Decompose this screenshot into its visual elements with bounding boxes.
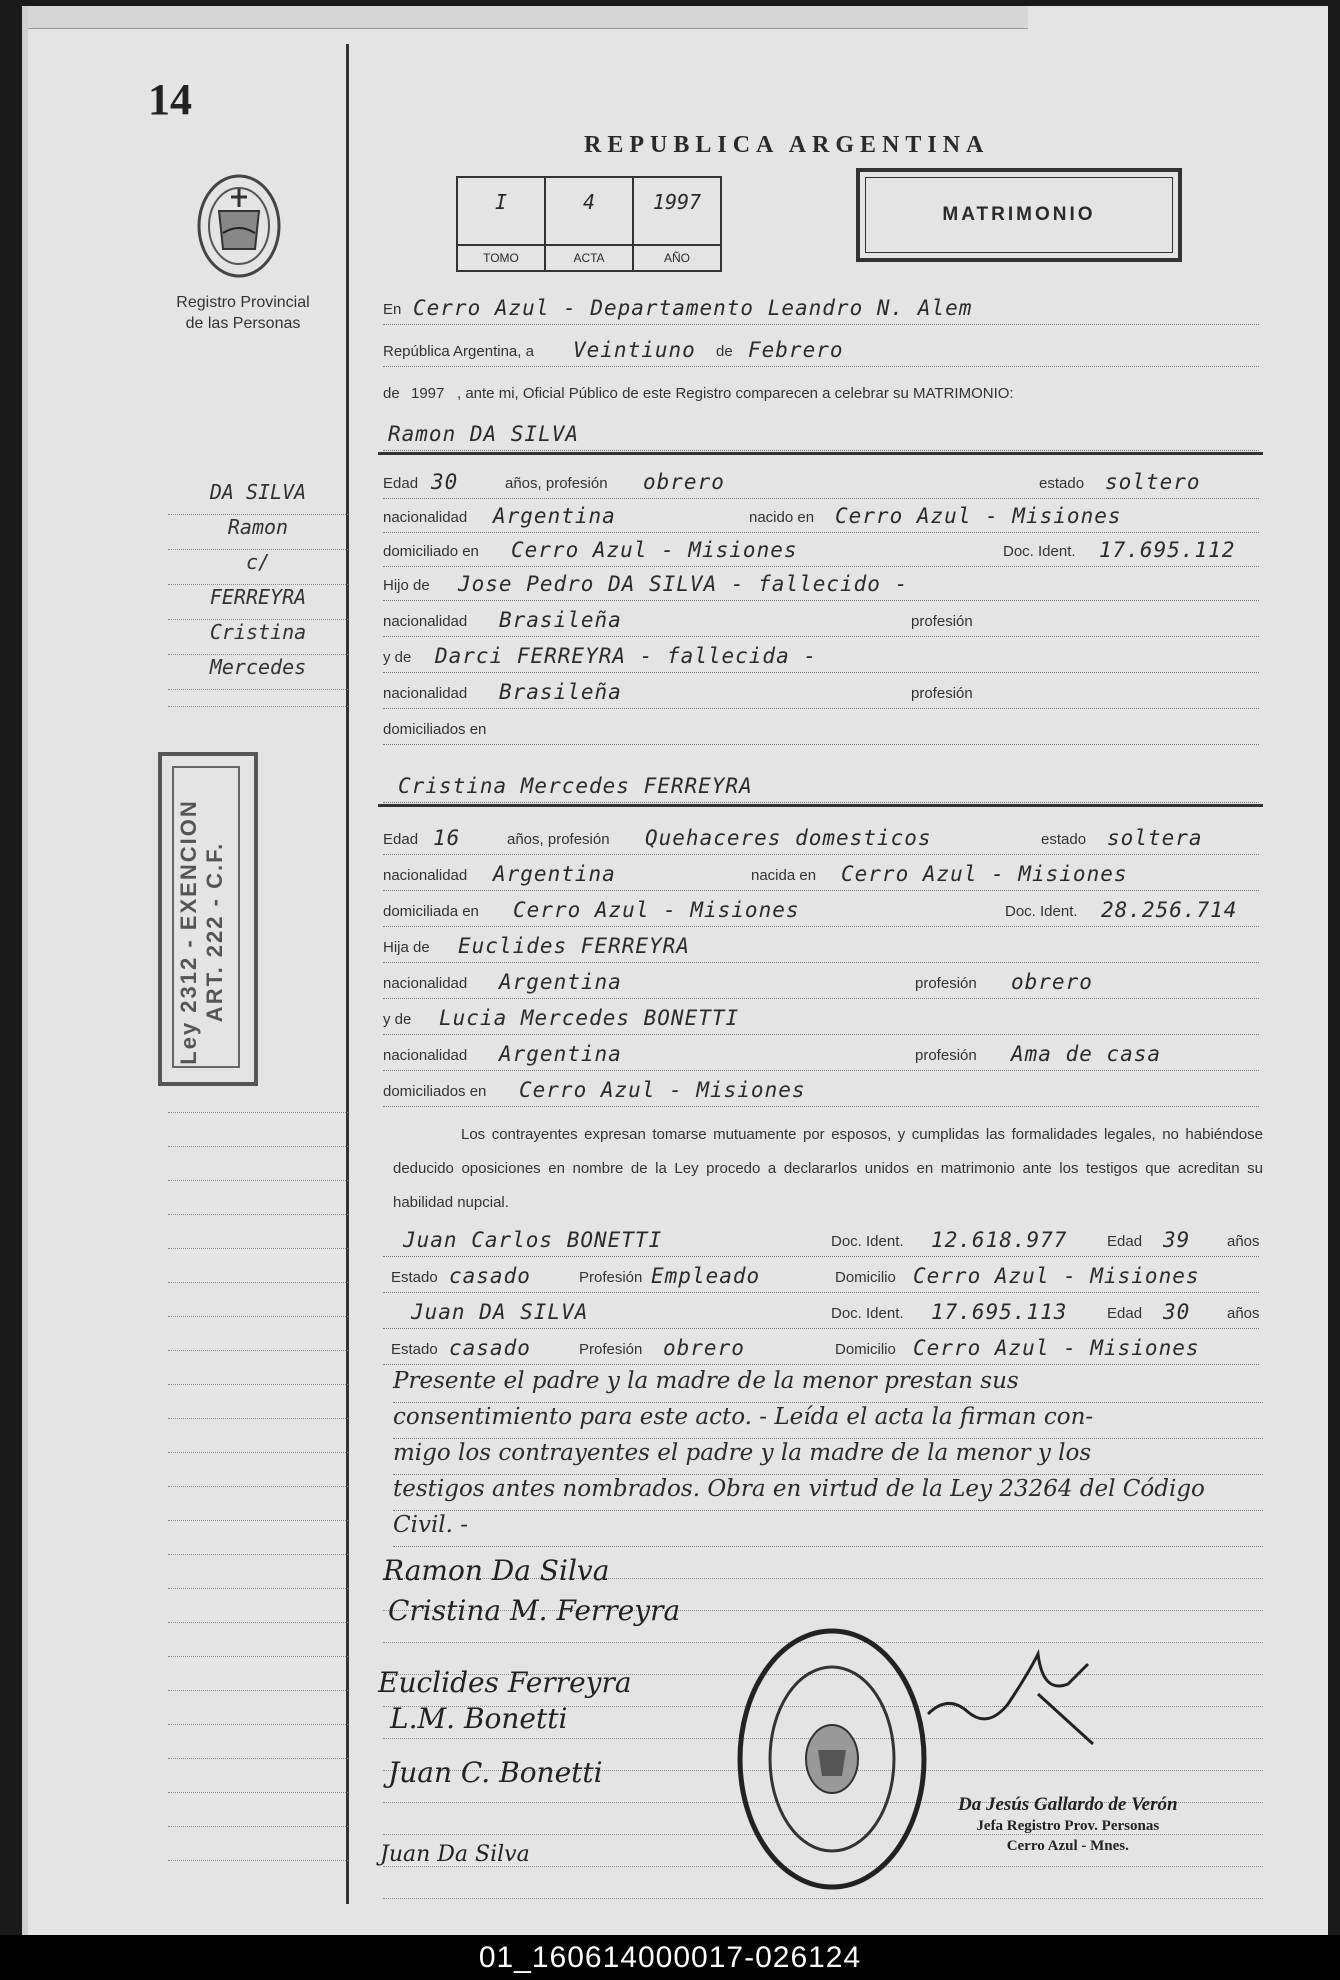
margin-rule-line	[168, 1656, 348, 1657]
groom-name-line	[383, 416, 1259, 451]
groom-mother-nat-line: nacionalidad Brasileña profesión	[383, 674, 1259, 709]
signature-bride-father: Euclides Ferreyra	[378, 1666, 632, 1699]
ano-label: AÑO	[634, 244, 720, 270]
margin-name: Cristina	[168, 620, 348, 655]
ano-value: 1997	[652, 190, 702, 214]
groom-father-line: Hijo de Jose Pedro DA SILVA - fallecido -	[383, 566, 1259, 601]
signature-witness1: Juan C. Bonetti	[388, 1756, 603, 1789]
signature-witness2: Juan Da Silva	[380, 1842, 530, 1867]
official-block	[958, 1794, 1178, 1856]
bride-age-line: Edad 16 años, profesión Quehaceres domesticos estado soltera	[383, 820, 1259, 855]
bride-parents-domicile-line: domiciliados en Cerro Azul - Misiones	[383, 1072, 1259, 1107]
section-separator	[378, 452, 1263, 455]
margin-rule-line	[168, 1112, 348, 1113]
acta-value: 4	[582, 190, 596, 214]
groom-parents-domicile-line: domiciliados en	[383, 710, 1259, 745]
note-line: consentimiento para este acto. - Leída el acta la firman con-	[393, 1404, 1263, 1439]
margin-rule-line	[168, 1214, 348, 1215]
registry-header	[153, 292, 333, 334]
margin-rule-line	[168, 1452, 348, 1453]
witness2-details-line: Estado casado Profesión obrero Domicilio Cerro Azul - Misiones	[383, 1330, 1259, 1365]
witness1-details-line: Estado casado Profesión Empleado Domicilio Cerro Azul - Misiones	[383, 1258, 1259, 1293]
section-separator	[378, 804, 1263, 807]
record-type-box	[856, 168, 1182, 262]
margin-rule-line	[168, 1146, 348, 1147]
bride-nationality-line: nacionalidad Argentina nacida en Cerro Azul - Misiones	[383, 856, 1259, 891]
margin-names	[168, 480, 348, 690]
bride-name: Cristina Mercedes FERREYRA	[398, 774, 753, 798]
signature-bride: Cristina M. Ferreyra	[388, 1594, 681, 1627]
month-value: Febrero	[748, 338, 844, 362]
margin-rule-line	[168, 1758, 348, 1759]
margin-rule-line	[168, 1418, 348, 1419]
registry-line2: de las Personas	[185, 315, 301, 332]
bride-mother-line: y de Lucia Mercedes BONETTI	[383, 1000, 1259, 1035]
official-role: Jefa Registro Prov. Personas	[976, 1818, 1160, 1834]
bride-domicile-line: domiciliada en Cerro Azul - Misiones Doc. Ident. 28.256.714	[383, 892, 1259, 927]
page-number: 14	[148, 75, 192, 124]
margin-rule-line	[168, 706, 348, 707]
official-stamp-icon	[734, 1624, 930, 1894]
margin-rule-line	[168, 1554, 348, 1555]
margin-rule-line	[168, 1622, 348, 1623]
note-line: Presente el padre y la madre de la menor prestan sus	[393, 1368, 1263, 1403]
bride-father-nat-line: nacionalidad Argentina profesión obrero	[383, 964, 1259, 999]
year-value: 1997	[411, 385, 445, 402]
law-exemption-stamp	[158, 752, 258, 1086]
margin-rule-line	[168, 1588, 348, 1589]
registry-line1: Registro Provincial	[176, 294, 310, 311]
margin-rule-line	[168, 1860, 348, 1861]
witness1-line: Juan Carlos BONETTI Doc. Ident. 12.618.977 Edad 39 años	[383, 1222, 1259, 1257]
margin-rule-line	[168, 1486, 348, 1487]
provincial-seal-icon	[191, 171, 287, 281]
margin-rule	[346, 44, 349, 1904]
bride-mother-nat-line: nacionalidad Argentina profesión Ama de casa	[383, 1036, 1259, 1071]
note-line: testigos antes nombrados. Obra en virtud de la Ley 23264 del Código	[393, 1476, 1263, 1511]
tomo-value: I	[494, 190, 508, 214]
ano-cell	[634, 178, 720, 270]
record-type: MATRIMONIO	[865, 177, 1173, 253]
year-line: de 1997 , ante mi, Oficial Público de este Registro comparecen a celebrar su MATRIMONIO:	[383, 385, 1014, 402]
groom-nationality-line: nacionalidad Argentina nacido en Cerro Azul - Misiones	[383, 498, 1259, 533]
bride-father-line: Hija de Euclides FERREYRA	[383, 928, 1259, 963]
margin-rule-line	[168, 1248, 348, 1249]
note-line: migo los contrayentes el padre y la madre de la menor y los	[393, 1440, 1263, 1475]
groom-domicile-line: domiciliado en Cerro Azul - Misiones Doc. Ident. 17.695.112	[383, 532, 1259, 567]
acta-cell	[546, 178, 634, 270]
margin-rule-line	[168, 1384, 348, 1385]
date-line: República Argentina, a Veintiuno de Febrero	[383, 332, 1259, 367]
margin-name: Mercedes	[168, 655, 348, 690]
acta-label: ACTA	[546, 244, 632, 270]
document-page	[22, 6, 1328, 1936]
top-strip	[28, 6, 1028, 29]
margin-name: DA SILVA	[168, 480, 348, 515]
country-title: REPUBLICA ARGENTINA	[584, 132, 990, 158]
margin-name: FERREYRA	[168, 585, 348, 620]
place-value: Cerro Azul - Departamento Leandro N. Alem	[413, 296, 973, 320]
law-stamp-text: Ley 2312 - EXENCION ART. 222 - C.F.	[176, 799, 227, 1065]
margin-rule-line	[168, 1826, 348, 1827]
tomo-cell	[458, 178, 546, 270]
note-line: Civil. -	[393, 1512, 1263, 1547]
margin-rule-line	[168, 1724, 348, 1725]
groom-age-line: Edad 30 años, profesión obrero estado soltero	[383, 464, 1259, 499]
margin-rule-line	[168, 1316, 348, 1317]
official-signature-icon	[918, 1634, 1098, 1754]
groom-mother-line: y de Darci FERREYRA - fallecida -	[383, 638, 1259, 673]
official-place: Cerro Azul - Mnes.	[1006, 1838, 1129, 1854]
record-box	[456, 176, 722, 272]
official-name: Da Jesús Gallardo de Verón	[958, 1794, 1178, 1815]
margin-rule-line	[168, 1520, 348, 1521]
day-value: Veintiuno	[573, 338, 696, 362]
margin-name: Ramon	[168, 515, 348, 550]
signature-bride-mother: L.M. Bonetti	[390, 1702, 568, 1735]
place-line: En Cerro Azul - Departamento Leandro N. Alem	[383, 290, 1259, 325]
margin-rule-line	[168, 1180, 348, 1181]
margin-rule-line	[168, 1690, 348, 1691]
bride-name-line	[383, 768, 1259, 803]
margin-rule-line	[168, 1792, 348, 1793]
signature-groom: Ramon Da Silva	[383, 1554, 610, 1587]
margin-rule-line	[168, 1350, 348, 1351]
declaration-text: Los contrayentes expresan tomarse mutuamente por esposos, y cumplidas las formalidades legales, no habiéndose deducido oposiciones en nombre de la Ley procedo a declararlos unidos en matrimonio ante los testigos que acreditan su habilidad nupcial.	[393, 1126, 1263, 1211]
groom-father-nat-line: nacionalidad Brasileña profesión	[383, 602, 1259, 637]
witness2-line: Juan DA SILVA Doc. Ident. 17.695.113 Edad 30 años	[383, 1294, 1259, 1329]
document-id: 01_160614000017-026124	[0, 1935, 1340, 1980]
groom-name: Ramon DA SILVA	[388, 422, 580, 446]
margin-name: c/	[168, 550, 348, 585]
margin-rule-line	[168, 1282, 348, 1283]
tomo-label: TOMO	[458, 244, 544, 270]
